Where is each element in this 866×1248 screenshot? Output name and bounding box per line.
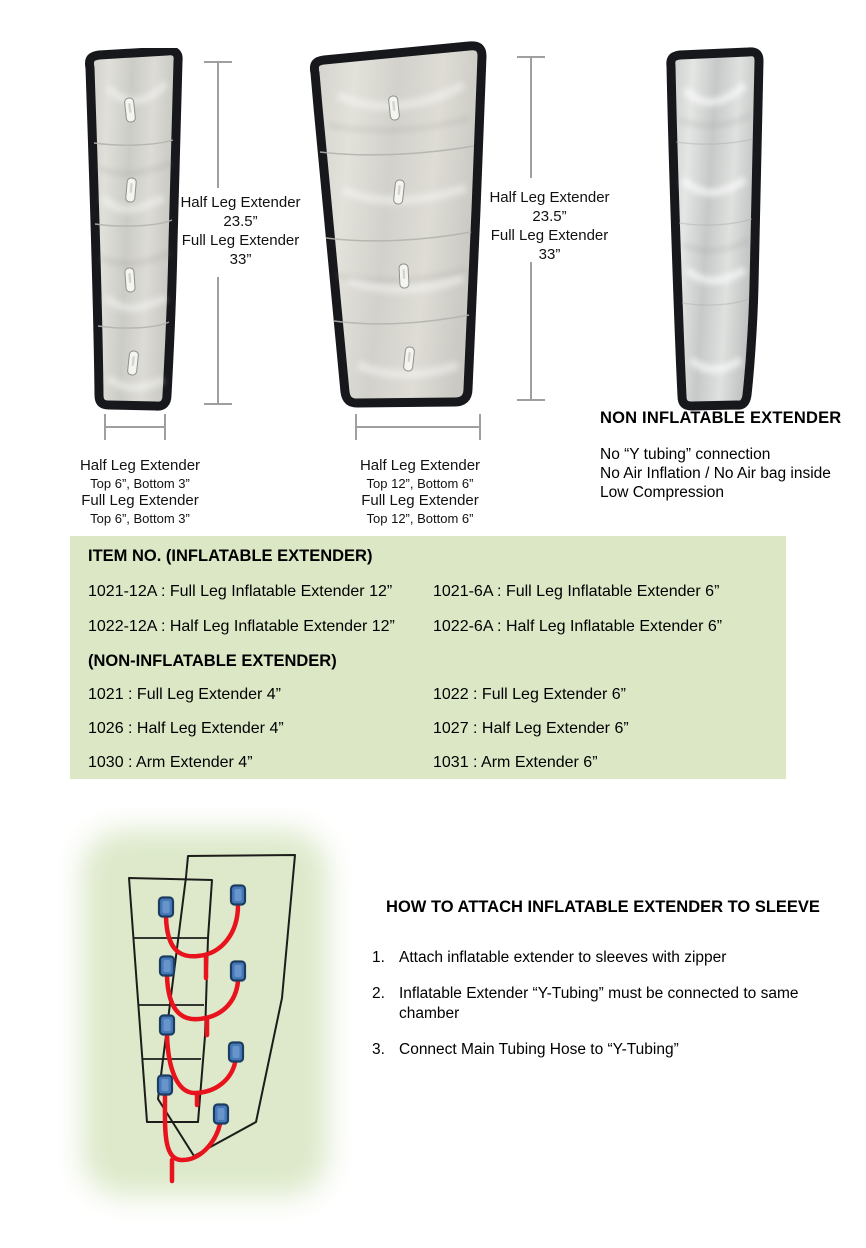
info-line: No Air Inflation / No Air bag inside bbox=[600, 465, 831, 482]
info-line: No “Y tubing” connection bbox=[600, 446, 771, 463]
how-to-steps bbox=[372, 948, 820, 1060]
label-line: Top 12”, Bottom 6” bbox=[366, 475, 474, 491]
item-cell: 1022-6A : Half Leg Inflatable Extender 6” bbox=[433, 618, 723, 635]
step-text: Attach inflatable extender to sleeves with zipper bbox=[399, 949, 727, 966]
dim-hline bbox=[105, 426, 165, 428]
label-line: 33” bbox=[229, 251, 252, 268]
width-label-left bbox=[52, 457, 228, 527]
label-line: Top 12”, Bottom 6” bbox=[366, 510, 474, 526]
label-line: Full Leg Extender bbox=[81, 492, 199, 509]
length-label-left bbox=[158, 193, 323, 269]
step-item bbox=[372, 984, 820, 1024]
item-cell: 1022-12A : Half Leg Inflatable Extender 12” bbox=[88, 618, 395, 635]
item-cell: 1026 : Half Leg Extender 4” bbox=[88, 720, 284, 737]
dim-vline bbox=[530, 57, 532, 178]
label-line: Full Leg Extender bbox=[181, 232, 300, 249]
inflatable-header: ITEM NO. (INFLATABLE EXTENDER) bbox=[88, 547, 373, 565]
label-line: Half Leg Extender bbox=[489, 189, 610, 206]
step-number: 3. bbox=[372, 1041, 385, 1058]
item-cell: 1031 : Arm Extender 6” bbox=[433, 754, 598, 771]
step-item bbox=[372, 948, 820, 968]
step-number: 1. bbox=[372, 949, 385, 966]
table-row bbox=[88, 754, 778, 772]
label-line: 23.5” bbox=[223, 213, 258, 230]
item-number-table bbox=[70, 536, 786, 779]
label-line: Top 6”, Bottom 3” bbox=[90, 475, 190, 491]
step-text: Inflatable Extender “Y-Tubing” must be connected to same chamber bbox=[399, 985, 799, 1022]
step-number: 2. bbox=[372, 985, 385, 1002]
table-row bbox=[88, 720, 778, 738]
dim-tick bbox=[479, 414, 481, 440]
step-text: Connect Main Tubing Hose to “Y-Tubing” bbox=[399, 1041, 679, 1058]
label-line: 23.5” bbox=[532, 208, 567, 225]
non-inflatable-info bbox=[600, 409, 850, 502]
length-label-right bbox=[467, 188, 632, 264]
non-inflatable-extender-photo bbox=[653, 45, 771, 413]
how-to-title: HOW TO ATTACH INFLATABLE EXTENDER TO SLEEVE bbox=[386, 898, 820, 916]
label-line: Half Leg Extender bbox=[359, 457, 481, 474]
dim-vline bbox=[530, 262, 532, 400]
non-inflatable-title: NON INFLATABLE EXTENDER bbox=[600, 409, 842, 427]
info-line: Low Compression bbox=[600, 484, 725, 501]
item-cell: 1021-6A : Full Leg Inflatable Extender 6” bbox=[433, 583, 720, 600]
label-line: Full Leg Extender bbox=[490, 227, 609, 244]
table-row bbox=[88, 686, 778, 704]
label-line: Half Leg Extender bbox=[180, 194, 301, 211]
label-line: 33” bbox=[538, 246, 561, 263]
non-inflatable-header: (NON-INFLATABLE EXTENDER) bbox=[88, 652, 337, 670]
step-item bbox=[372, 1040, 820, 1060]
item-cell: 1021 : Full Leg Extender 4” bbox=[88, 686, 282, 703]
dim-cap bbox=[517, 399, 545, 401]
dim-cap bbox=[204, 403, 232, 405]
dim-tick bbox=[164, 414, 166, 440]
label-line: Top 6”, Bottom 3” bbox=[90, 510, 190, 526]
width-label-middle bbox=[330, 457, 510, 527]
attachment-diagram bbox=[58, 806, 354, 1226]
item-cell: 1021-12A : Full Leg Inflatable Extender 12” bbox=[88, 583, 393, 600]
label-line: Full Leg Extender bbox=[361, 492, 479, 509]
item-cell: 1022 : Full Leg Extender 6” bbox=[433, 686, 627, 703]
inflatable-extender-photo-wide bbox=[298, 40, 488, 415]
dim-vline bbox=[217, 277, 219, 404]
dim-vline bbox=[217, 62, 219, 188]
label-line: Half Leg Extender bbox=[79, 457, 201, 474]
table-row bbox=[88, 583, 778, 601]
table-row bbox=[88, 618, 778, 636]
item-cell: 1030 : Arm Extender 4” bbox=[88, 754, 253, 771]
item-cell: 1027 : Half Leg Extender 6” bbox=[433, 720, 629, 737]
dim-hline bbox=[356, 426, 480, 428]
